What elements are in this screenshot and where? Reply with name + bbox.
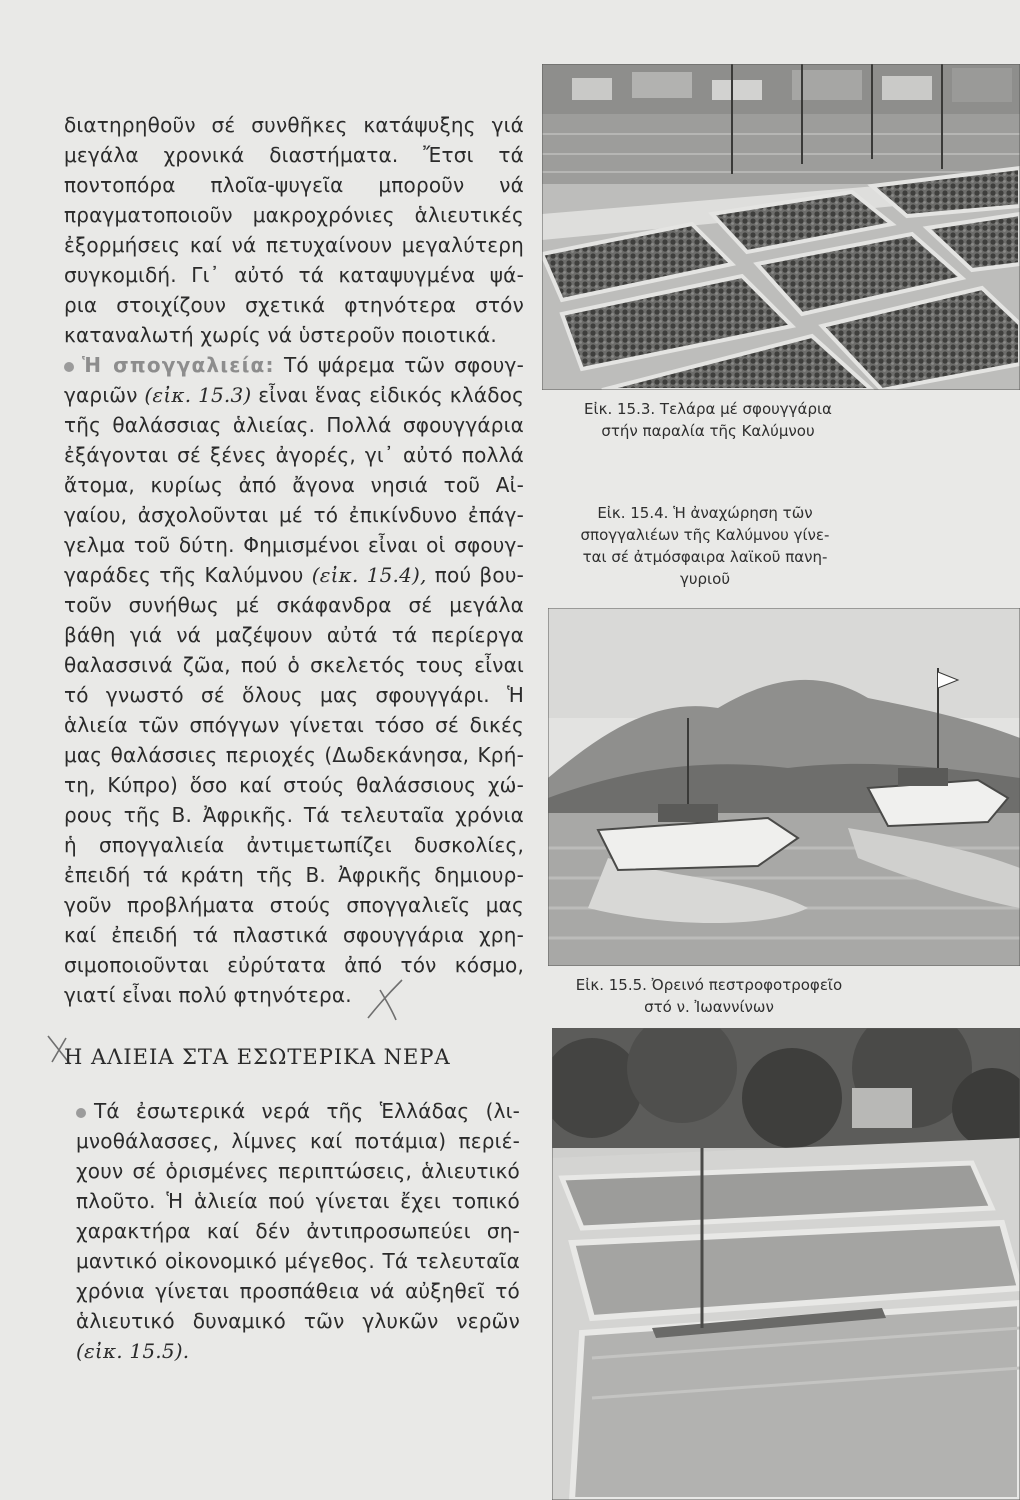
text-line: ἐξάγονται σέ ξένες ἀγορές, γι᾽ αὐτό πολλά <box>64 443 524 467</box>
text-line: γαίου, ἀσχολοῦνται μέ τό ἐπικίνδυνο ἐπάγ- <box>64 503 524 527</box>
text-line: ρους τῆς Β. Ἀφρικῆς. Τά τελευταῖα χρόνια <box>64 803 524 827</box>
text-line: θαλασσινά ζῶα, πού ὁ σκελετός τους εἶναι <box>64 653 524 677</box>
text-line: συγκομιδή. Γι᾽ αὐτό τά καταψυγμένα ψά- <box>64 263 524 287</box>
text-line: τῆς θαλάσσιας ἁλιείας. Πολλά σφουγγάρια <box>64 413 524 437</box>
text-column <box>64 110 524 1010</box>
text-line: τοῦν συνήθως μέ σκάφανδρα σέ μεγάλα <box>64 593 524 617</box>
text-line: μαντικό οἰκονομικό μέγεθος. Τά τελευταῖα <box>76 1249 520 1273</box>
text-line: τη, Κύπρο) ὅσο καί στούς θαλάσσιους χώ- <box>64 773 524 797</box>
text-span: γαριῶν <box>64 383 138 407</box>
caption-fig-15-4 <box>540 502 870 590</box>
text-line: σιμοποιοῦνται εὐρύτατα ἀπό τόν κόσμο, <box>64 953 524 977</box>
text-line: γελμα τοῦ δύτη. Φημισμένοι εἶναι οἱ σφουγ- <box>64 533 524 557</box>
text-line: πλοῦτο. Ἡ ἁλιεία πού γίνεται ἔχει τοπικό <box>76 1189 520 1213</box>
caption-line: γυριοῦ <box>679 570 730 588</box>
caption-line: ται σέ ἀτμόσφαιρα λαϊκοῦ πανη- <box>582 548 828 566</box>
text-span: Τό ψάρεμα τῶν σφουγ- <box>283 353 524 377</box>
caption-line: Εἰκ. 15.5. Ὀρεινό πεστροφοτροφεῖο <box>575 976 843 994</box>
photo-trout-farm <box>552 1028 1020 1500</box>
text-span: Τά ἐσωτερικά νερά τῆς Ἑλλάδας (λι- <box>94 1099 520 1123</box>
text-line: ποντοπόρα πλοῖα-ψυγεῖα μποροῦν νά <box>64 173 524 197</box>
text-line: ἁλιεία τῶν σπόγγων γίνεται τόσο σέ δικές <box>64 713 524 737</box>
text-line: καί ἐπειδή τά πλαστικά σφουγγάρια χρη- <box>64 923 524 947</box>
photo-sponge-trays <box>542 64 1020 390</box>
text-line <box>64 560 524 590</box>
text-line <box>64 350 524 380</box>
trout-farm-illustration <box>552 1028 1020 1500</box>
caption-line: σπογγαλιέων τῆς Καλύμνου γίνε- <box>580 526 830 544</box>
text-line: ἐξορμήσεις καί νά πετυχαίνουν μεγαλύτερη <box>64 233 524 257</box>
text-line <box>64 380 524 410</box>
figure-reference: (εἰκ. 15.3) <box>144 383 252 407</box>
paragraph-frozen-fish <box>64 110 524 350</box>
text-line: μας θαλάσσιες περιοχές (Δωδεκάνησα, Κρή- <box>64 743 524 767</box>
text-line: ἁλιευτικό δυναμικό τῶν γλυκῶν νερῶν <box>76 1309 520 1333</box>
paragraph-sponge-fishing <box>64 350 524 1010</box>
text-line: γιατί εἶναι πολύ φτηνότερα. <box>64 983 352 1007</box>
text-line: πραγματοποιοῦν μακροχρόνιες ἁλιευτικές <box>64 203 524 227</box>
caption-line: στήν παραλία τῆς Καλύμνου <box>601 422 815 440</box>
text-line: ἡ σπογγαλιεία ἀντιμετωπίζει δυσκολίες, <box>64 833 524 857</box>
text-line: ἄτομα, κυρίως ἀπό ἄγονα νησιά τοῦ Αἰ- <box>64 473 524 497</box>
photo-sponge-boats-departing <box>548 608 1020 966</box>
boats-illustration <box>548 608 1020 966</box>
section-title: Η ΑΛΙΕΙΑ ΣΤΑ ΕΣΩΤΕΡΙΚΑ ΝΕΡΑ <box>64 1045 451 1069</box>
text-line: ἐπειδή τά κράτη τῆς Β. Ἀφρικῆς δημιουρ- <box>64 863 524 887</box>
text-span: εἶναι ἕνας εἰδικός κλάδος <box>258 383 525 407</box>
text-line: βάθη γιά νά μαζέψουν αὐτά τά περίεργα <box>64 623 524 647</box>
text-line: μεγάλα χρονικά διαστήματα. Ἔτσι τά <box>64 143 524 167</box>
caption-line: Εἰκ. 15.3. Τελάρα μέ σφουγγάρια <box>584 400 832 418</box>
bullet-icon <box>76 1108 86 1118</box>
text-line: μνοθάλασσες, λίμνες καί ποτάμια) περιέ- <box>76 1129 520 1153</box>
text-line: χαρακτήρα καί δέν ἀντιπροσωπεύει ση- <box>76 1219 520 1243</box>
caption-line: Εἰκ. 15.4. Ἡ ἀναχώρηση τῶν <box>597 504 813 522</box>
caption-fig-15-5 <box>544 974 874 1018</box>
text-line: χουν σέ ὁρισμένες περιπτώσεις, ἁλιευτικό <box>76 1159 520 1183</box>
text-line: χρόνια γίνεται προσπάθεια νά αὐξηθεῖ τό <box>76 1279 520 1303</box>
text-line: διατηρηθοῦν σέ συνθῆκες κατάψυξης γιά <box>64 113 524 137</box>
caption-line: στό ν. Ἰωαννίνων <box>644 998 774 1016</box>
text-line: γοῦν προβλήματα στούς σπογγαλιεῖς μας <box>64 893 524 917</box>
caption-fig-15-3 <box>552 398 864 442</box>
figure-reference: (εἰκ. 15.5). <box>76 1339 190 1363</box>
figure-reference: (εἰκ. 15.4), <box>311 563 427 587</box>
text-line <box>76 1096 520 1126</box>
text-column-inland-waters <box>76 1096 520 1366</box>
text-line: καταναλωτή χωρίς νά ὑστεροῦν ποιοτικά. <box>64 323 497 347</box>
text-line: ρια στοιχίζουν σχετικά φτηνότερα στόν <box>64 293 524 317</box>
pencil-check-mark <box>362 978 412 1024</box>
text-span: γαράδες τῆς Καλύμνου <box>64 563 304 587</box>
bullet-icon <box>64 362 74 372</box>
text-span: πού βου- <box>434 563 525 587</box>
sponge-trays-illustration <box>542 64 1020 390</box>
text-line: τό γνωστό σέ ὅλους μας σφουγγάρι. Ἡ <box>64 683 524 707</box>
term-sponge-fishing: Ἡ σπογγαλιεία: <box>82 353 275 377</box>
